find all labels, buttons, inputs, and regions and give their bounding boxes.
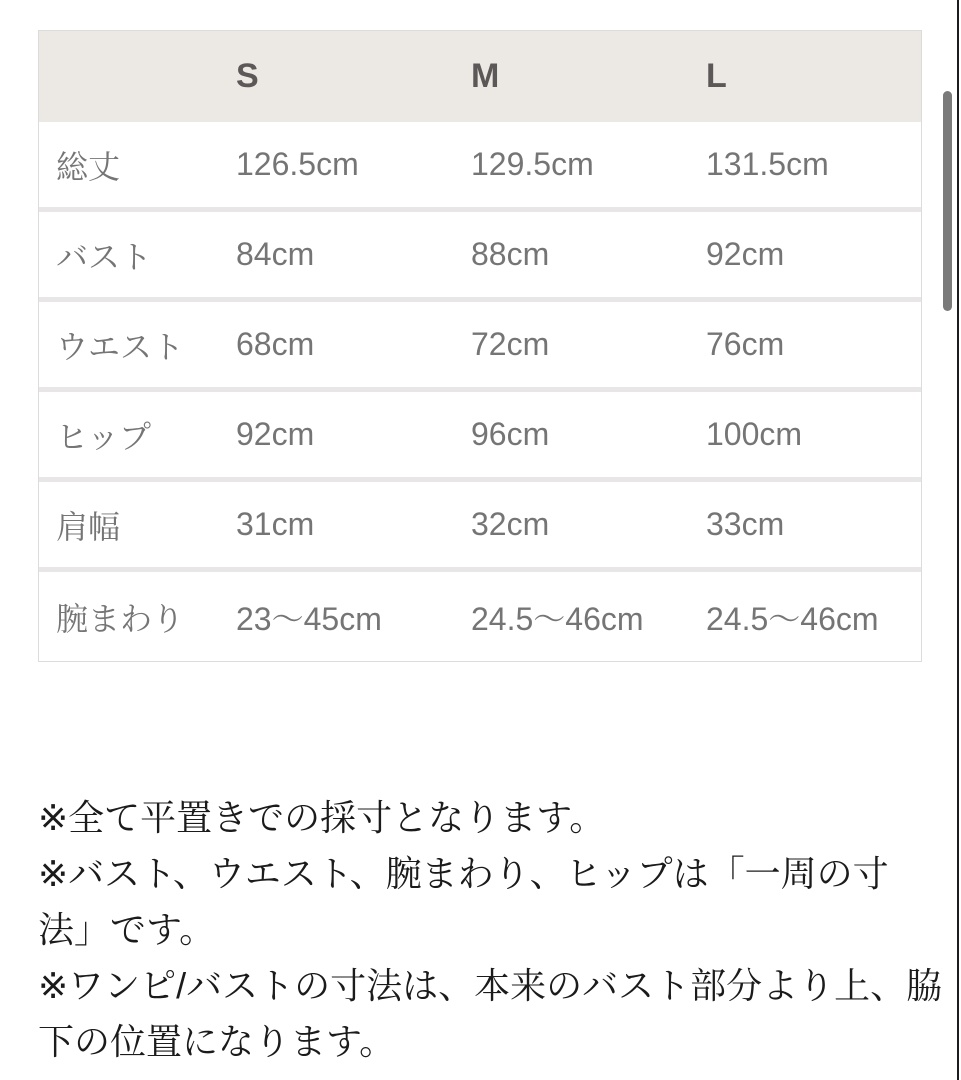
note-line: ※ワンピ/バストの寸法は、本来のバスト部分より上、脇 bbox=[38, 965, 943, 1006]
measurement-label: ウエスト bbox=[56, 328, 185, 365]
size-value-l: 100cm bbox=[706, 416, 803, 452]
note-line: 下の位置になります。 bbox=[38, 1021, 396, 1062]
note-line: ※全て平置きでの採寸となります。 bbox=[38, 797, 606, 838]
measurement-label: バスト bbox=[56, 238, 153, 275]
size-value-s: 31cm bbox=[236, 506, 315, 542]
size-value-m: 72cm bbox=[471, 326, 550, 362]
size-value-s: 68cm bbox=[236, 326, 315, 362]
size-value-m: 88cm bbox=[471, 236, 550, 272]
measurement-label: ヒップ bbox=[56, 418, 152, 455]
size-value-l: 76cm bbox=[706, 326, 785, 362]
size-value-l: 33cm bbox=[706, 506, 785, 542]
size-value-l: 131.5cm bbox=[706, 146, 829, 182]
size-value-l: 92cm bbox=[706, 236, 785, 272]
measurement-notes bbox=[38, 790, 958, 1070]
size-value-m: 24.5〜46cm bbox=[471, 600, 644, 637]
measurement-row-waist bbox=[39, 297, 921, 387]
size-value-s: 126.5cm bbox=[236, 146, 359, 182]
header-size-m: M bbox=[471, 57, 500, 95]
size-value-m: 129.5cm bbox=[471, 146, 594, 182]
header-size-l: L bbox=[706, 57, 727, 95]
measurement-label: 肩幅 bbox=[56, 508, 121, 545]
measurement-row-shoulder bbox=[39, 477, 921, 567]
measurement-row-total-length bbox=[39, 122, 921, 207]
size-value-s: 92cm bbox=[236, 416, 315, 452]
screen-edge-line bbox=[957, 0, 959, 1080]
measurement-row-hip bbox=[39, 387, 921, 477]
size-table-header-row bbox=[39, 31, 921, 122]
size-value-m: 32cm bbox=[471, 506, 550, 542]
size-value-m: 96cm bbox=[471, 416, 550, 452]
measurement-label: 総丈 bbox=[56, 148, 121, 185]
size-value-l: 24.5〜46cm bbox=[706, 600, 879, 637]
size-value-s: 84cm bbox=[236, 236, 315, 272]
measurement-label: 腕まわり bbox=[56, 600, 185, 637]
header-size-s: S bbox=[236, 57, 259, 95]
measurement-row-arm bbox=[39, 567, 921, 661]
measurement-row-bust bbox=[39, 207, 921, 297]
note-line: 法」です。 bbox=[38, 909, 216, 950]
size-value-s: 23〜45cm bbox=[236, 600, 382, 637]
scrollbar-thumb[interactable] bbox=[943, 91, 952, 311]
size-table bbox=[38, 30, 922, 662]
note-line: ※バスト、ウエスト、腕まわり、ヒップは「一周の寸 bbox=[38, 853, 889, 894]
